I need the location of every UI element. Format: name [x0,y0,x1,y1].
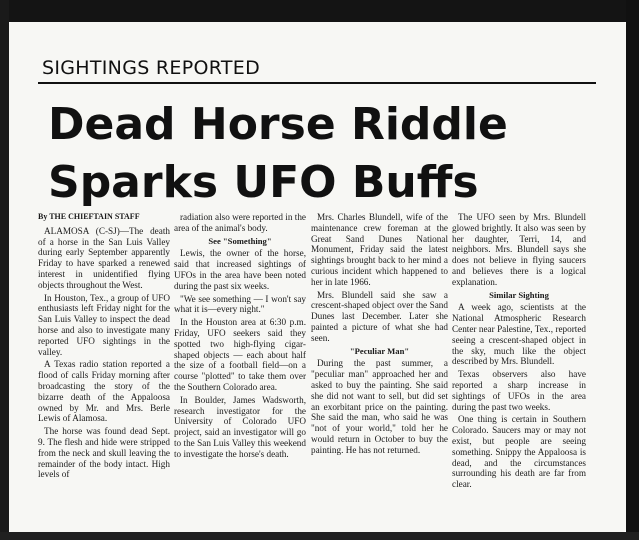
frame-edge-left [0,0,9,540]
frame-edge-bottom [0,532,639,540]
paragraph: ALAMOSA (C-SJ)—The death of a horse in the San Luis Valley during early September apparently Friday to have sparked a renewed interest in unidentified flying objects throughout the West. [38,225,170,290]
paragraph: Mrs. Charles Blundell, wife of the maintenance crew foreman at the Great Sand Dunes National Monument, Friday said the latest sightings brought back to her mind a curious incident which happened to her in late 1966. [311,212,448,287]
frame-edge-top [0,0,639,22]
paragraph: radiation also were reported in the area of the animal's body. [174,212,306,233]
kicker-heading: SIGHTINGS REPORTED [42,57,260,79]
paragraph: "We see something — I won't say what it is—every night." [174,293,306,315]
headline-line-2: Sparks UFO Buffs [48,157,479,208]
subhead: Similar Sighting [489,289,549,300]
kicker-rule [38,82,596,84]
headline-line-1: Dead Horse Riddle [48,99,508,150]
article-column-1 [38,212,170,482]
paragraph: The UFO seen by Mrs. Blundell glowed brightly. It also was seen by her daughter, Terri, 14, and neighbors. Mrs. Blundell says she does not believe in flying saucers and believes there is a logical explanation. [452,212,586,287]
paragraph: The horse was found dead Sept. 9. The flesh and hide were stripped from the neck and skull leaving the remainder of the body intact. High levels of [38,426,170,480]
paragraph: One thing is certain in Southern Colorado. Saucers may or may not exist, but people are seeing something. Snippy the Appaloosa is dead, and the circumstances surrounding his death are far from clear. [452,414,586,490]
paragraph: In the Houston area at 6:30 p.m. Friday, UFO seekers said they spotted two high-flying cigar-shaped objects — each about half the size of a football field—on a course "plotted" to take them over the Southern Colorado area. [174,317,306,392]
article-column-3 [311,212,448,458]
paragraph: In Boulder, James Wadsworth, research investigator for the University of Colorado UFO project, said an investigator will go to the San Luis Valley this weekend to investigate the horse's death. [174,394,306,459]
paragraph: A week ago, scientists at the National Atmospheric Research Center near Palestine, Tex., reported seeing a crescent-shaped object in the sky, much like the object described by Mrs. Blundell. [452,302,586,367]
headline [48,96,608,212]
subhead: See "Something" [208,235,272,246]
subhead: "Peculiar Man" [349,345,410,356]
paragraph: In Houston, Tex., a group of UFO enthusiasts left Friday night for the San Luis Valley to inspect the dead horse and also to investigate many reported UFO sightings in the valley. [38,292,170,357]
article-column-4 [452,212,586,492]
paragraph: Mrs. Blundell said she saw a crescent-shaped object over the Sand Dunes last December. Later she painted a picture of what she had seen. [311,289,448,343]
byline: By THE CHIEFTAIN STAFF [38,212,140,221]
article-column-2 [174,212,306,462]
paragraph: Lewis, the owner of the horse, said that increased sightings of UFOs in the area have been noted during the past six weeks. [174,248,306,291]
paragraph: A Texas radio station reported a flood of calls Friday morning after broadcasting the story of the bizarre death of the Appaloosa owned by Mr. and Mrs. Berle Lewis of Alamosa. [38,359,170,424]
paragraph: During the past summer, a "peculiar man" approached her and asked to buy the painting. She said she did not want to sell, but did set an exorbitant price on the painting. She said the man, who said he was "not of your world," told her he would return in October to buy the painting. He has not returned. [311,358,448,455]
paragraph: Texas observers also have reported a sharp increase in sightings of UFOs in the area during the past two weeks. [452,369,586,412]
frame-edge-right [626,0,639,540]
